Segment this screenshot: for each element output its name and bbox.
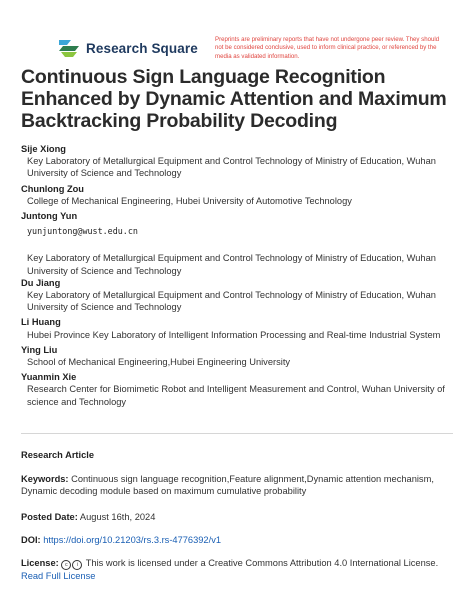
author-name: Du Jiang [21, 277, 61, 288]
keywords [21, 473, 461, 498]
posted-date [21, 511, 461, 523]
author-name: Li Huang [21, 317, 61, 328]
posted-date-label: Posted Date: [21, 512, 78, 522]
author-name: Chunlong Zou [21, 183, 84, 194]
author-affiliation: Research Center for Biomimetic Robot and Intelligent Measurement and Control, Wuhan University of science and Technology [27, 384, 445, 407]
author-affiliation: Key Laboratory of Metallurgical Equipment and Control Technology of Ministry of Education, Wuhan University of Science and Technology [27, 156, 436, 179]
logo-text: Research Square [86, 40, 198, 56]
author-affiliation: College of Mechanical Engineering, Hubei University of Automotive Technology [27, 195, 352, 206]
author-affiliation: Hubei Province Key Laboratory of Intelligent Information Processing and Real-time Industrial System [27, 329, 441, 340]
doi-link[interactable]: https://doi.org/10.21203/rs.3.rs-4776392/v1 [43, 535, 222, 545]
author-affiliation: School of Mechanical Engineering,Hubei Engineering University [27, 357, 291, 368]
author-name: Sije Xiong [21, 144, 66, 154]
author-email[interactable]: yunjuntong@wust.edu.cn [27, 226, 138, 237]
author-affiliation: Key Laboratory of Metallurgical Equipment and Control Technology of Ministry of Education, Wuhan University of Science and Technology [27, 290, 436, 313]
doi-label: DOI: [21, 535, 41, 545]
license-text: This work is licensed under a Creative Commons Attribution 4.0 International License. [85, 558, 439, 568]
keywords-label: Keywords: [21, 474, 69, 484]
read-full-license-link[interactable]: Read Full License [21, 571, 96, 581]
article-type: Research Article [21, 450, 95, 460]
license [21, 557, 461, 582]
author-name: Ying Liu [21, 344, 58, 355]
preprint-disclaimer: Preprints are preliminary reports that have not undergone peer review. They should not be considered conclusive, used to inform clinical practice, or referenced by the media as validated information. [215, 36, 440, 60]
keywords-text: Continuous sign language recognition,Feature alignment,Dynamic attention mechanism, Dynamic decoding module based on maximum cumulative probability [21, 474, 434, 497]
header [0, 0, 474, 64]
cc-by-icon: c i [61, 558, 83, 568]
posted-date-value: August 16th, 2024 [79, 512, 156, 522]
author-list [21, 143, 461, 408]
research-square-logo[interactable] [57, 38, 198, 58]
author-name: Yuanmin Xie [21, 372, 77, 383]
divider [21, 433, 453, 434]
paper-title: Continuous Sign Language Recognition Enhanced by Dynamic Attention and Maximum Backtracking Probability Decoding [21, 66, 447, 132]
license-label: License: [21, 558, 59, 568]
research-square-logo-icon [57, 38, 81, 58]
doi [21, 534, 461, 546]
author-name: Juntong Yun [21, 211, 78, 222]
author-affiliation: Key Laboratory of Metallurgical Equipment and Control Technology of Ministry of Education, Wuhan University of Science and Technology [27, 253, 436, 276]
